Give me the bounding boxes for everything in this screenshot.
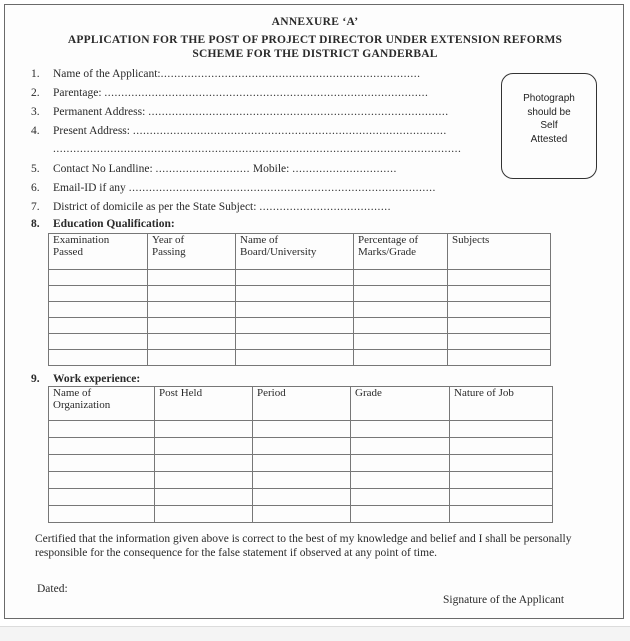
table-cell[interactable] xyxy=(351,421,450,438)
table-row xyxy=(49,270,551,286)
field-label: Permanent Address: xyxy=(53,106,149,118)
table-cell[interactable] xyxy=(148,270,236,286)
table-row xyxy=(49,489,553,506)
form-title-line1: APPLICATION FOR THE POST OF PROJECT DIRECTOR UNDER EXTENSION REFORMS xyxy=(67,34,563,46)
certification-statement: Certified that the information given above is correct to the best of my knowledge and belief and I shall be personally responsible for the consequence for the false statement if observed at any point of time. xyxy=(35,533,572,559)
bottom-strip xyxy=(0,626,630,641)
dated-label: Dated: xyxy=(37,583,68,595)
email-field[interactable] xyxy=(53,182,436,194)
mobile-label: Mobile: xyxy=(250,163,293,175)
present-address-field[interactable] xyxy=(53,125,447,137)
table-cell[interactable] xyxy=(253,455,351,472)
table-cell[interactable] xyxy=(448,318,551,334)
fill-dots: ............................................................................. xyxy=(160,68,421,80)
header-cell: Period xyxy=(253,387,351,421)
work-experience-table xyxy=(48,386,553,523)
permanent-address-field[interactable] xyxy=(53,106,449,118)
header-cell: Name of Board/University xyxy=(236,234,354,270)
header-cell: Subjects xyxy=(448,234,551,270)
table-cell[interactable] xyxy=(155,421,253,438)
fill-dots: ........................................................................................... xyxy=(128,182,436,194)
section-number: 9. xyxy=(31,373,40,385)
table-cell[interactable] xyxy=(155,489,253,506)
field-number: 4. xyxy=(31,125,40,137)
fill-dots: ............................ xyxy=(155,163,251,175)
table-cell[interactable] xyxy=(148,318,236,334)
table-cell[interactable] xyxy=(354,334,448,350)
fill-dots: ....................................... xyxy=(259,201,391,213)
table-cell[interactable] xyxy=(354,302,448,318)
table-cell[interactable] xyxy=(49,334,148,350)
table-cell[interactable] xyxy=(450,472,553,489)
domicile-field[interactable] xyxy=(53,201,391,213)
table-cell[interactable] xyxy=(155,438,253,455)
field-number: 1. xyxy=(31,68,40,80)
header-cell: Grade xyxy=(351,387,450,421)
table-cell[interactable] xyxy=(49,421,155,438)
header-cell: Year of Passing xyxy=(148,234,236,270)
header-cell: Name of Organization xyxy=(49,387,155,421)
table-cell[interactable] xyxy=(49,489,155,506)
table-row xyxy=(49,438,553,455)
table-cell[interactable] xyxy=(450,455,553,472)
table-row xyxy=(49,455,553,472)
table-cell[interactable] xyxy=(236,350,354,366)
table-cell[interactable] xyxy=(236,334,354,350)
table-cell[interactable] xyxy=(236,286,354,302)
table-header-row xyxy=(49,387,553,421)
field-number: 3. xyxy=(31,106,40,118)
table-row xyxy=(49,421,553,438)
table-row xyxy=(49,506,553,523)
landline-label: Contact No Landline: xyxy=(53,163,156,175)
photo-text-line: Self xyxy=(540,120,558,131)
section-number: 8. xyxy=(31,218,40,230)
table-cell[interactable] xyxy=(49,455,155,472)
table-cell[interactable] xyxy=(49,270,148,286)
table-cell[interactable] xyxy=(351,455,450,472)
signature-label: Signature of the Applicant xyxy=(443,594,565,606)
photograph-box xyxy=(501,73,597,179)
field-label: District of domicile as per the State Subject: xyxy=(53,201,260,213)
table-row xyxy=(49,302,551,318)
table-cell[interactable] xyxy=(49,472,155,489)
table-cell[interactable] xyxy=(448,302,551,318)
table-cell[interactable] xyxy=(253,421,351,438)
work-section-title: Work experience: xyxy=(53,373,141,385)
header-cell: Nature of Job xyxy=(450,387,553,421)
table-cell[interactable] xyxy=(49,438,155,455)
table-cell[interactable] xyxy=(354,350,448,366)
table-cell[interactable] xyxy=(236,270,354,286)
field-label: Parentage: xyxy=(53,87,105,99)
table-cell[interactable] xyxy=(49,506,155,523)
field-label: Email-ID if any xyxy=(53,182,129,194)
table-cell[interactable] xyxy=(49,286,148,302)
table-cell[interactable] xyxy=(448,350,551,366)
table-cell[interactable] xyxy=(450,489,553,506)
table-cell[interactable] xyxy=(253,472,351,489)
table-cell[interactable] xyxy=(354,318,448,334)
education-table xyxy=(48,233,551,366)
table-cell[interactable] xyxy=(148,334,236,350)
photo-text-line: Attested xyxy=(530,133,568,145)
table-cell[interactable] xyxy=(448,334,551,350)
table-cell[interactable] xyxy=(448,270,551,286)
education-section-title: Education Qualification: xyxy=(53,218,175,230)
table-cell[interactable] xyxy=(148,286,236,302)
field-number: 6. xyxy=(31,182,40,194)
table-cell[interactable] xyxy=(253,506,351,523)
fill-dots: ............................................................................................. xyxy=(132,125,447,137)
table-cell[interactable] xyxy=(448,286,551,302)
table-cell[interactable] xyxy=(253,489,351,506)
header-cell: Examination Passed xyxy=(49,234,148,270)
table-cell[interactable] xyxy=(148,302,236,318)
fill-dots: ............................... xyxy=(292,163,397,175)
table-row xyxy=(49,318,551,334)
contact-field[interactable] xyxy=(53,163,397,175)
form-title-line2: SCHEME FOR THE DISTRICT GANDERBAL xyxy=(192,48,438,60)
parentage-field[interactable] xyxy=(53,87,428,99)
table-cell[interactable] xyxy=(354,270,448,286)
table-cell[interactable] xyxy=(155,472,253,489)
fill-dots: ......................................................................................... xyxy=(148,106,449,118)
table-cell[interactable] xyxy=(351,438,450,455)
field-label: Name of the Applicant: xyxy=(53,68,161,80)
annexure-heading: ANNEXURE ‘A’ xyxy=(271,16,359,28)
table-cell[interactable] xyxy=(155,506,253,523)
table-cell[interactable] xyxy=(253,438,351,455)
application-form-page xyxy=(4,4,624,619)
table-cell[interactable] xyxy=(49,302,148,318)
present-address-extra-line[interactable]: ......................................................................................................................... xyxy=(53,143,462,155)
table-cell[interactable] xyxy=(351,506,450,523)
table-header-row xyxy=(49,234,551,270)
photo-text-line: should be xyxy=(527,106,571,118)
field-label: Present Address: xyxy=(53,125,133,137)
table-cell[interactable] xyxy=(155,455,253,472)
table-cell[interactable] xyxy=(450,438,553,455)
table-row xyxy=(49,350,551,366)
table-cell[interactable] xyxy=(354,286,448,302)
field-number: 2. xyxy=(31,87,40,99)
field-number: 5. xyxy=(31,163,40,175)
table-cell[interactable] xyxy=(351,489,450,506)
table-row xyxy=(49,334,551,350)
applicant-name-field[interactable] xyxy=(53,68,421,80)
table-cell[interactable] xyxy=(49,350,148,366)
table-cell[interactable] xyxy=(351,472,450,489)
table-cell[interactable] xyxy=(236,302,354,318)
header-cell: Post Held xyxy=(155,387,253,421)
field-number: 7. xyxy=(31,201,40,213)
header-cell: Percentage of Marks/Grade xyxy=(354,234,448,270)
table-cell[interactable] xyxy=(450,421,553,438)
table-row xyxy=(49,286,551,302)
table-cell[interactable] xyxy=(236,318,354,334)
fill-dots: ................................................................................................ xyxy=(104,87,429,99)
table-row xyxy=(49,472,553,489)
photo-text-line: Photograph xyxy=(523,93,575,104)
table-cell[interactable] xyxy=(49,318,148,334)
table-cell[interactable] xyxy=(450,506,553,523)
table-cell[interactable] xyxy=(148,350,236,366)
